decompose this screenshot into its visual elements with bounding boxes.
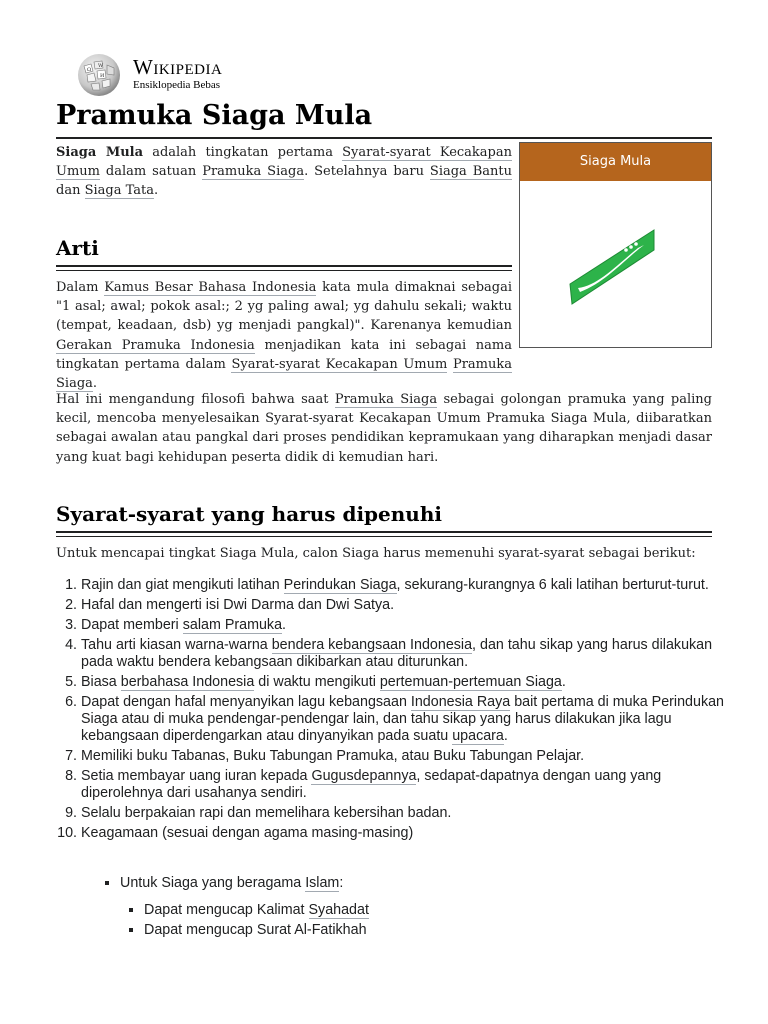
infobox-title: Siaga Mula [520,143,711,181]
link-syarat-kecakapan-umum[interactable]: Syarat-syarat Kecakapan Umum [56,145,512,180]
link-perindukan-siaga[interactable]: Perindukan Siaga [283,577,397,593]
list-item: 7. Memiliki buku Tabanas, Buku Tabungan Pramuka, atau Buku Tabungan Pelajar. [81,748,731,765]
site-tagline: Ensiklopedia Bebas [133,79,221,91]
link-gerakan-pramuka-indonesia[interactable]: Gerakan Pramuka Indonesia [56,337,255,353]
list-item: 2. Hafal dan mengerti isi Dwi Darma dan Dwi Satya. [81,597,731,614]
islam-requirements-list [120,902,720,939]
list-item: 8. Setia membayar uang iuran kepada Gugusdepannya, sedapat-dapatnya dengan uang yang diperolehnya dari usahanya sendiri. [81,768,731,803]
list-item: 4. Tahu arti kiasan warna-warna bendera kebangsaan Indonesia, dan tahu sikap yang harus dilakukan pada waktu bendera kebangsaan dikibarkan atau diturunkan. [81,637,731,672]
svg-text:W: W [98,63,104,69]
link-salam-pramuka[interactable]: salam Pramuka [182,616,283,633]
religion-sublist [96,875,720,942]
link-bendera-kebangsaan[interactable]: bendera kebangsaan Indonesia [271,636,473,653]
requirements-list [56,577,731,845]
intro-paragraph [56,143,512,201]
link-indonesia-raya[interactable]: Indonesia Raya [410,693,511,710]
list-item: 10. Keagamaan (sesuai dengan agama masing-masing) [81,825,731,842]
list-item: 3. Dapat memberi salam Pramuka. [81,617,731,634]
link-pertemuan-siaga[interactable]: pertemuan-pertemuan Siaga [379,673,562,690]
link-pramuka-siaga-2[interactable]: Pramuka Siaga [56,356,512,392]
link-upacara[interactable]: upacara [452,728,504,745]
arti-text: menjadikan kata ini sebagai nama tingkatan pertama dalam [56,337,512,372]
section-heading-syarat: Syarat-syarat yang harus dipenuhi [56,499,712,533]
svg-text:И: И [100,73,105,79]
infobox [519,142,712,348]
site-wordmark[interactable]: Wikipedia [133,55,223,79]
list-item: 1. Rajin dan giat mengikuti latihan Perindukan Siaga, sekurang-kurangnya 6 kali latihan berturut-turut. [81,577,731,594]
arti-text: kata mula dimaknai sebagai "1 asal; awal; pokok asal:; 2 yg paling awal; yg dahulu sekali; waktu (tempat, keadaan, dsb) yg menjadi pangkal)". Karenanya kemudian [56,280,513,334]
section-heading-arti: Arti [56,233,512,267]
siaga-mula-badge-image[interactable] [568,226,658,306]
link-pramuka-siaga[interactable]: Pramuka Siaga [202,164,305,180]
link-pramuka-siaga-3[interactable]: Pramuka Siaga [334,392,438,407]
intro-bold-term: Siaga Mula [56,145,144,160]
link-kbbi[interactable]: Kamus Besar Bahasa Indonesia [104,280,317,295]
list-item: ▪ Dapat mengucap Kalimat Syahadat [144,902,720,919]
list-item: 6. Dapat dengan hafal menyanyikan lagu kebangsaan Indonesia Raya bait pertama di muka Perindukan Siaga atau di muka pendengar-pendengar lain, dan tahu sikap yang harus dilakukan jika lagu kebangsaan diperdengarkan atau dinyanyikan pada suatu upacara. [81,694,731,746]
svg-text:Ω: Ω [87,67,92,73]
wikipedia-globe-icon[interactable] [74,52,124,98]
link-gugusdepan[interactable]: Gugusdepannya [311,768,417,785]
filosofi-paragraph [56,390,712,467]
arti-paragraph [56,278,512,393]
link-berbahasa-indonesia[interactable]: berbahasa Indonesia [120,673,255,690]
intro-text: dan [56,183,85,199]
intro-text: . Setelahnya baru [304,164,430,180]
list-item: ▪ Dapat mengucap Surat Al-Fatikhah [144,922,720,939]
link-siaga-bantu[interactable]: Siaga Bantu [429,164,513,180]
arti-text: . [92,376,98,392]
page-title: Pramuka Siaga Mula [56,96,712,139]
list-item: ▪ Untuk Siaga yang beragama Islam: ▪ Dapat mengucap Kalimat Syahadat ▪ Dapat mengucap Surat Al-Fatikhah [120,875,720,939]
hal-text: Hal ini mengandung filosofi bahwa saat [56,392,335,407]
intro-text: . [153,183,159,199]
syarat-intro: Untuk mencapai tingkat Siaga Mula, calon Siaga harus memenuhi syarat-syarat sebagai berikut: [56,546,696,561]
intro-text: dalam satuan [99,164,203,180]
link-syarat-kecakapan-umum-2[interactable]: Syarat-syarat Kecakapan Umum [231,356,448,372]
link-syahadat[interactable]: Syahadat [308,902,369,919]
link-islam[interactable]: Islam [305,875,340,891]
link-siaga-tata[interactable]: Siaga Tata [84,183,154,199]
list-item: 9. Selalu berpakaian rapi dan memelihara kebersihan badan. [81,805,731,822]
list-item: 5. Biasa berbahasa Indonesia di waktu mengikuti pertemuan-pertemuan Siaga. [81,674,731,691]
arti-text: Dalam [56,280,105,295]
hal-text: sebagai golongan pramuka yang paling kecil, mencoba menyelesaikan Syarat-syarat Kecakapan Umum Pramuka Siaga Mula, diibaratkan sebagai awalan atau pangkal dari proses pendidikan kepramukaan yang diharapkan menjadi dasar yang kuat bagi kehidupan peserta didik di kemudian hari. [56,392,713,465]
intro-text: adalah tingkatan pertama [143,145,343,160]
